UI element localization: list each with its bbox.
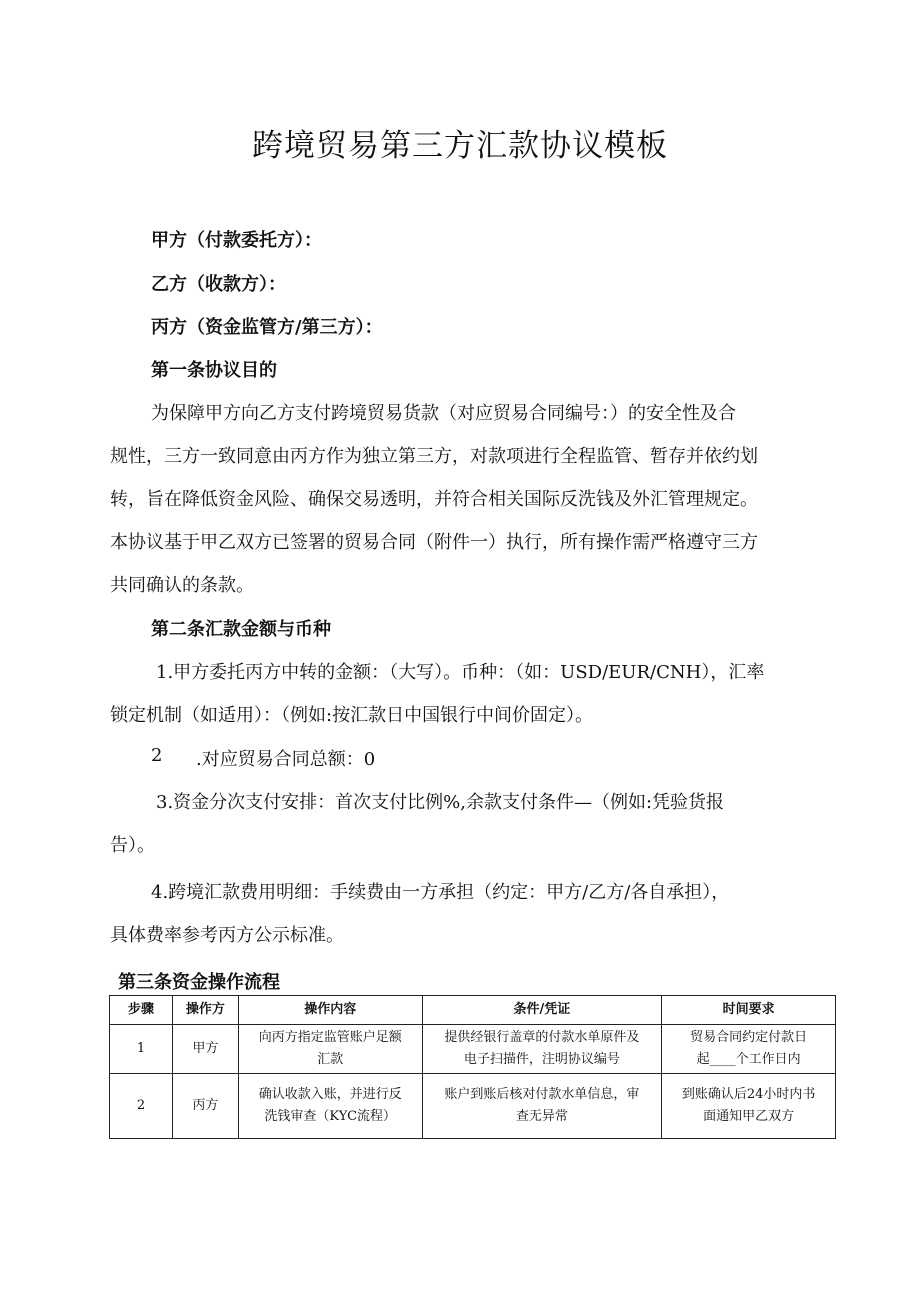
cell-content-line: 向丙方指定监管账户足额 (258, 1030, 402, 1045)
cell-content (238, 1025, 422, 1074)
article1-heading: 第一条协议目的 (151, 360, 277, 381)
table-row (110, 1025, 836, 1074)
article2-item1-line2: 锁定机制（如适用）：（例如:按汇款日中国银行中间价固定）。 (110, 705, 594, 726)
cell-condition-line: 查无异常 (515, 1109, 568, 1124)
document-title: 跨境贸易第三方汇款协议模板 (252, 128, 668, 164)
cell-party: 甲方 (172, 1025, 238, 1074)
article2-item1-line1: 1.甲方委托丙方中转的金额：（大写）。币种：（如：USD/EUR/CNH），汇率 (156, 662, 765, 683)
article2-item2-text: .对应贸易合同总额：0 (196, 749, 376, 770)
cell-condition (422, 1025, 662, 1074)
cell-content-line: 汇款 (317, 1052, 344, 1067)
cell-step: 2 (110, 1074, 173, 1139)
column-header-party: 操作方 (172, 996, 238, 1025)
column-header-condition: 条件/凭证 (422, 996, 662, 1025)
article1-line: 规性，三方一致同意由丙方作为独立第三方，对款项进行全程监管、暂存并依约划 (110, 446, 758, 467)
cell-content (238, 1074, 422, 1139)
article3-heading: 第三条资金操作流程 (118, 972, 280, 993)
article2-heading: 第二条汇款金额与币种 (151, 619, 331, 640)
cell-time-line: 贸易合同约定付款日 (690, 1030, 808, 1045)
table-row (110, 1074, 836, 1139)
process-table (109, 995, 836, 1139)
cell-condition-line: 电子扫描件，注明协议编号 (463, 1052, 620, 1067)
table-header-row (110, 996, 836, 1025)
cell-time (662, 1025, 836, 1074)
cell-condition-line: 账户到账后核对付款水单信息，审 (444, 1087, 640, 1102)
party-c-label: 丙方（资金监管方/第三方）： (151, 317, 383, 338)
cell-step: 1 (110, 1025, 173, 1074)
cell-time (662, 1074, 836, 1139)
cell-condition-line: 提供经银行盖章的付款水单原件及 (444, 1030, 640, 1045)
article2-item3-line1: 3.资金分次支付安排：首次支付比例%,余款支付条件—（例如:凭验货报 (156, 792, 725, 813)
column-header-time: 时间要求 (662, 996, 836, 1025)
cell-party: 丙方 (172, 1074, 238, 1139)
cell-condition (422, 1074, 662, 1139)
article2-item3-line2: 告）。 (110, 835, 155, 856)
party-b-label: 乙方（收款方）： (151, 274, 286, 295)
cell-time-line: 面通知甲乙双方 (703, 1109, 795, 1124)
column-header-content: 操作内容 (238, 996, 422, 1025)
cell-content-line: 确认收款入账，并进行反 (258, 1087, 402, 1102)
party-a-label: 甲方（付款委托方）： (151, 230, 322, 251)
article1-line: 共同确认的条款。 (110, 575, 254, 596)
cell-time-line: 到账确认后24小时内书 (681, 1087, 816, 1102)
article1-line: 本协议基于甲乙双方已签署的贸易合同（附件一）执行，所有操作需严格遵守三方 (110, 532, 758, 553)
column-header-step: 步骤 (110, 996, 173, 1025)
article2-item4-line2: 具体费率参考丙方公示标准。 (110, 925, 344, 946)
article2-item2-number: 2 (151, 745, 163, 766)
cell-time-line: 起____个工作日内 (696, 1052, 801, 1067)
article2-item4-line1: 4.跨境汇款费用明细：手续费由一方承担（约定：甲方/乙方/各自承担）， (151, 882, 730, 903)
article1-line: 转，旨在降低资金风险、确保交易透明，并符合相关国际反洗钱及外汇管理规定。 (110, 489, 758, 510)
cell-content-line: 洗钱审查（KYC流程） (264, 1109, 397, 1124)
article1-line: 为保障甲方向乙方支付跨境贸易货款（对应贸易合同编号：）的安全性及合 (151, 403, 736, 424)
